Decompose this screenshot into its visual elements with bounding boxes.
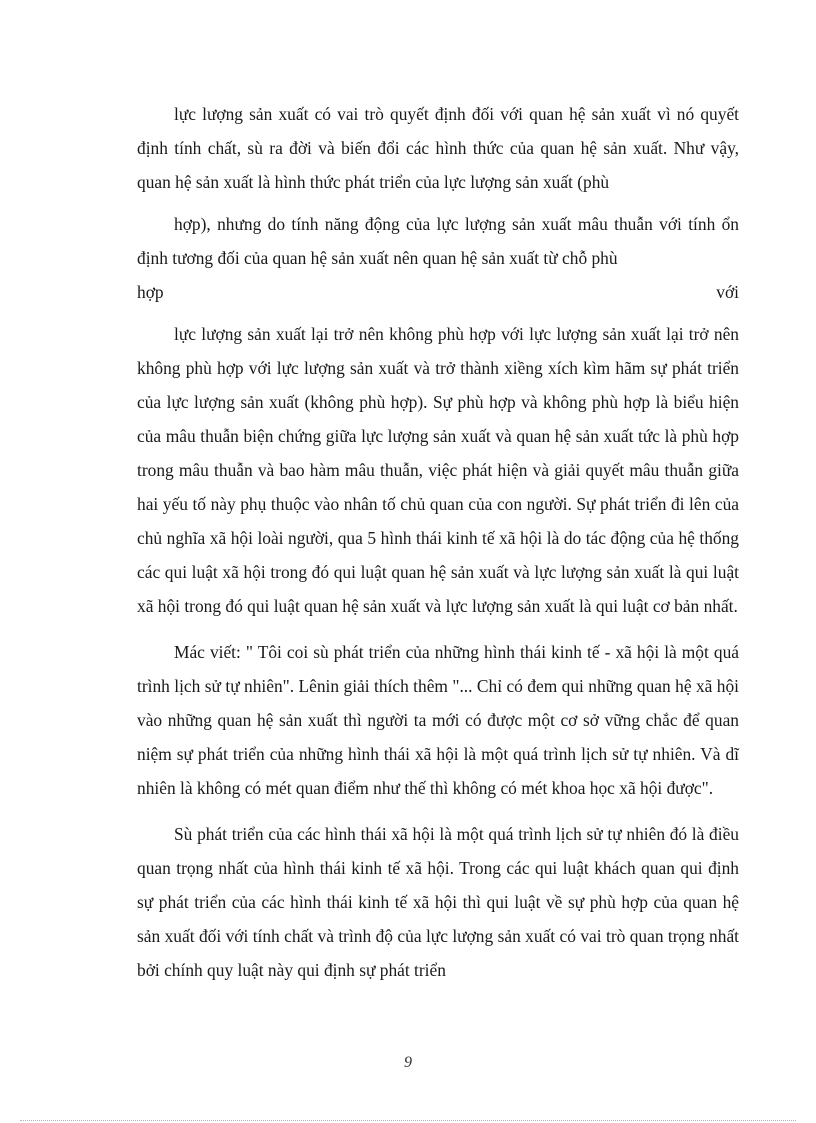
paragraph-2: hợp), nhưng do tính năng động của lực lượng sản xuất mâu thuẫn với tính ổn định tương đối của quan hệ sản xuất nên quan hệ sản xuất từ chỗ phù — [137, 214, 739, 268]
paragraph-2-tail-right: với — [716, 282, 739, 302]
page-number: 9 — [404, 1054, 412, 1071]
paragraph-5: Sù phát triển của các hình thái xã hội là một quá trình lịch sử tự nhiên đó là điều quan trọng nhất của hình thái kinh tế xã hội. Trong các qui luật khách quan qui định sự phát triển của các hình thái kinh tế xã hội thì qui luật về sự phù hợp của quan hệ sản xuất đối với tính chất và trình độ của lực lượng sản xuất có vai trò quan trọng nhất bởi chính quy luật này qui định sự phát triển — [137, 824, 739, 980]
paragraph-gap — [137, 309, 739, 317]
paragraph-gap — [137, 623, 739, 635]
paragraph-2-last-line — [137, 275, 739, 309]
document-body — [137, 97, 739, 987]
paragraph-3: lực lượng sản xuất lại trở nên không phù hợp với lực lượng sản xuất lại trở nên không phù hợp với lực lượng sản xuất và trở thành xiềng xích kìm hãm sự phát triển của lực lượng sản xuất (không phù hợp). Sự phù hợp và không phù hợp là biểu hiện của mâu thuẫn biện chứng giữa lực lượng sản xuất và quan hệ sản xuất tức là phù hợp trong mâu thuẫn và bao hàm mâu thuẫn, việc phát hiện và giải quyết mâu thuẫn giữa hai yếu tố này phụ thuộc vào nhân tố chủ quan của con người. Sự phát triển đi lên của chủ nghĩa xã hội loài người, qua 5 hình thái kinh tế xã hội là do tác động của hệ thống các qui luật xã hội trong đó qui luật quan hệ sản xuất và lực lượng sản xuất là qui luật xã hội trong đó qui luật quan hệ sản xuất và lực lượng sản xuất là qui luật cơ bản nhất. — [137, 324, 739, 616]
footer-divider — [20, 1120, 796, 1121]
paragraph-1: lực lượng sản xuất có vai trò quyết định đối với quan hệ sản xuất vì nó quyết định tính chất, sù ra đời và biến đổi các hình thức của quan hệ sản xuất. Như vậy, quan hệ sản xuất là hình thức phát triển của lực lượng sản xuất (phù — [137, 104, 739, 192]
paragraph-2-tail-left: hợp — [137, 282, 164, 302]
paragraph-gap — [137, 199, 739, 207]
paragraph-gap — [137, 805, 739, 817]
paragraph-4: Mác viết: " Tôi coi sù phát triển của những hình thái kinh tế - xã hội là một quá trình lịch sử tự nhiên". Lênin giải thích thêm "... Chỉ có đem qui những quan hệ xã hội vào những quan hệ sản xuất thì người ta mới có được một cơ sở vững chắc để quan niệm sự phát triển của những hình thái xã hội là một quá trình lịch sử tự nhiên. Và dĩ nhiên là không có mét quan điểm như thế thì không có mét khoa học xã hội được". — [137, 642, 739, 798]
